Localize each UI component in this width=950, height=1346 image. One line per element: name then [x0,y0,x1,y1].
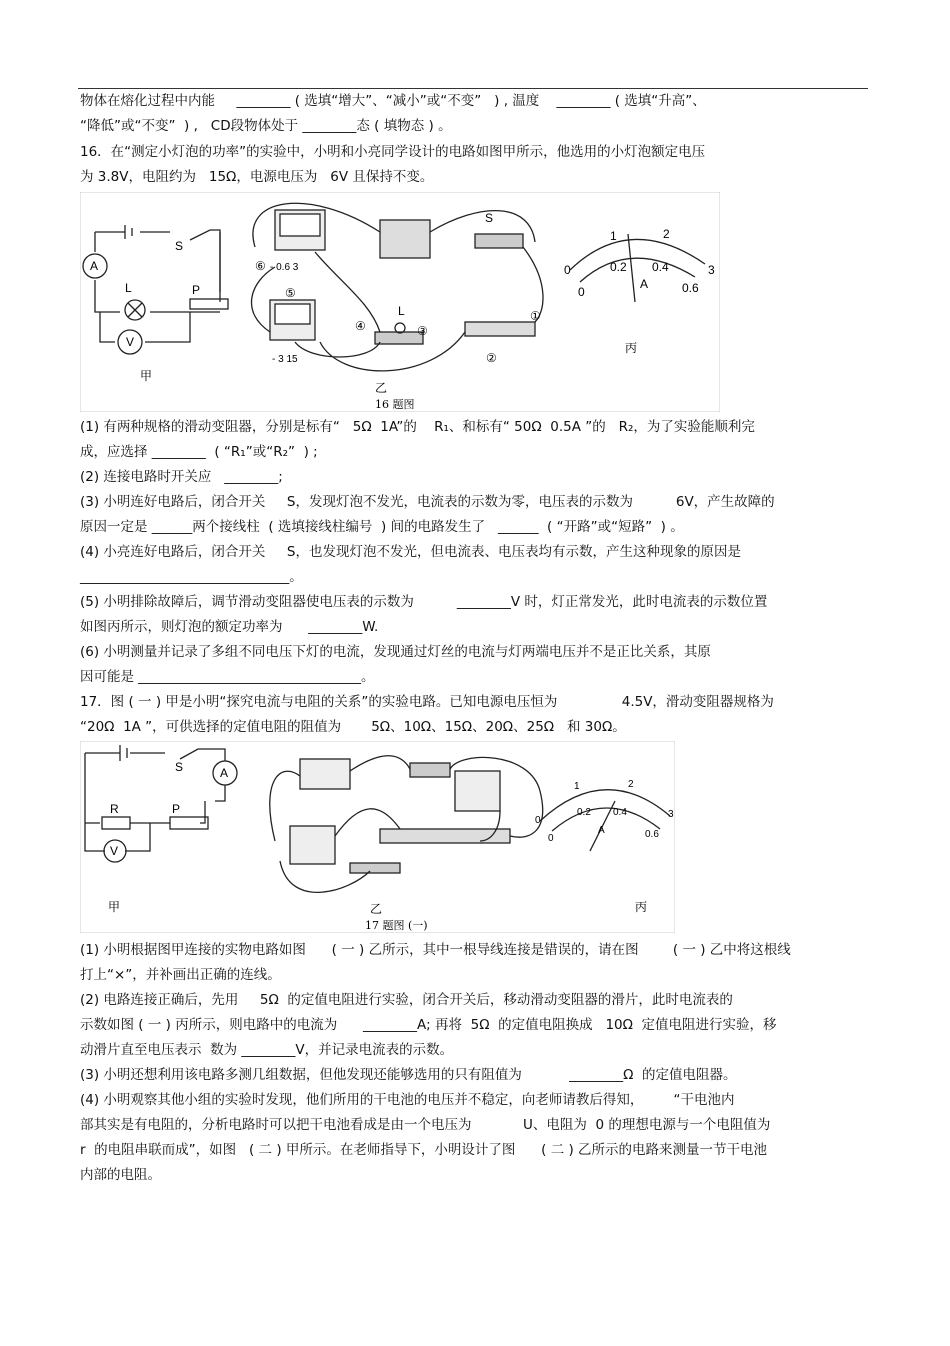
fig16-switch-S: S [485,211,494,225]
text-line: (4) 小明观察其他小组的实验时发现，他们所用的干电池的电压并不稳定，向老师请教后得知， “干电池内 [80,1092,735,1108]
fig17-label-A: A [220,766,229,780]
terminal-4: ④ [355,319,366,333]
fig17-label-yi: 乙 [370,902,383,916]
text-line: “降低”或“不变” ) , CD段物体处于 ________态 ( 填物态 ) 。 [80,118,452,134]
text-line: (1) 小明根据图甲连接的实物电路如图 ( 一 ) 乙所示，其中一根导线连接是错误的，请在图 ( 一 ) 乙中将这根线 [80,942,791,958]
dial17-top-0: 0 [535,815,541,826]
text-line: 示数如图 ( 一 ) 丙所示，则电路中的电流为 ________A; 再将 5Ω 的定值电阻换成 10Ω 定值电阻进行实验，移 [80,1017,777,1033]
text-line: (6) 小明测量并记录了多组不同电压下灯的电流，发现通过灯丝的电流与灯两端电压并不是正比关系，其原 [80,644,711,660]
text-line: (2) 连接电路时开关应 ________; [80,469,283,485]
text-line: 打上“×”，并补画出正确的连线。 [80,967,281,983]
terminal-5: ⑤ [285,286,296,300]
fig17-label-bing: 丙 [635,900,648,914]
fig17-label-S: S [175,760,184,774]
text-line: 成，应选择 ________ ( “R₁”或“R₂” ) ; [80,444,318,460]
header-rule [78,88,868,89]
text-line: 动滑片直至电压表示 数为 ________V，并记录电流表的示数。 [80,1042,454,1058]
text-line: _______________________________。 [80,569,303,585]
text-line: 如图丙所示，则灯泡的额定功率为 ________W. [80,619,379,635]
text-line: (2) 电路连接正确后，先用 5Ω 的定值电阻进行实验，闭合开关后，移动滑动变阻器的滑片，此时电流表的 [80,992,733,1008]
text-line: (3) 小明还想利用该电路多测几组数据，但他发现还能够选用的只有阻值为 ________Ω 的定值电阻器。 [80,1067,737,1083]
fig17-caption: 17 题图 (一) [365,919,428,932]
dial-top-1: 1 [610,229,617,243]
figure-16 [80,192,720,412]
voltmeter-terminal-marks: - 3 15 [272,354,298,365]
fig16-label-S: S [175,239,184,253]
dial-bottom-1: 0.2 [610,260,627,274]
fig17-label-V: V [110,844,119,858]
text-line: “20Ω 1A ”，可供选择的定值电阻的阻值为 5Ω、10Ω、15Ω、20Ω、25Ω 和 30Ω。 [80,719,626,735]
text-line: (3) 小明连好电路后，闭合开关 S，发现灯泡不发光，电流表的示数为零，电压表的示数为 6V，产生故障的 [80,494,775,510]
fig16-label-jia: 甲 [140,369,153,383]
question-17-line: 17．图 ( 一 ) 甲是小明“探究电流与电阻的关系”的实验电路。已知电源电压恒为 4.5V，滑动变阻器规格为 [80,694,774,710]
fig17-label-jia: 甲 [108,900,121,914]
figure-17 [80,741,675,933]
fig16-lamp-L: L [398,304,405,318]
fig17-label-R: R [110,802,119,816]
fig16-label-yi: 乙 [375,381,388,395]
text-line: 因可能是 _________________________________。 [80,669,375,685]
fig16-label-L: L [125,281,132,295]
text-line: r 的电阻串联而成”，如图 ( 二 ) 甲所示。在老师指导下，小明设计了图 ( 二 ) 乙所示的电路来测量一节干电池 [80,1142,768,1158]
dial-top-2: 2 [663,227,670,241]
fig17-label-P: P [172,802,181,816]
terminal-6: ⑥ [255,259,266,273]
dial17-bottom-3: 0.6 [645,829,659,840]
dial-bottom-0: 0 [578,285,585,299]
dial17-top-1: 1 [574,781,580,792]
dial17-top-2: 2 [628,779,634,790]
terminal-2: ② [486,351,497,365]
text-line: (5) 小明排除故障后，调节滑动变阻器使电压表的示数为 ________V 时，灯正常发光，此时电流表的示数位置 [80,594,768,610]
dial-top-3: 3 [708,263,715,277]
dial17-bottom-1: 0.2 [577,807,591,818]
text-line: 为 3.8V，电阻约为 15Ω，电源电压为 6V 且保持不变。 [80,169,434,185]
question-16-line: 16．在“测定小灯泡的功率”的实验中，小明和小亮同学设计的电路如图甲所示，他选用的小灯泡额定电压 [80,144,706,160]
dial17-bottom-2: 0.4 [613,807,627,818]
fig16-label-bing: 丙 [625,341,638,355]
dial-unit: A [640,277,649,291]
text-line: (1) 有两种规格的滑动变阻器，分别是标有“ 5Ω 1A”的 R₁、和标有“ 50Ω 0.5A ”的 R₂，为了实验能顺利完 [80,419,755,435]
fig16-caption: 16 题图 [375,398,415,411]
text-line: 原因一定是 ______两个接线柱 ( 选填接线柱编号 ) 间的电路发生了 ______ ( “开路”或“短路” ) 。 [80,519,684,535]
fig16-label-V: V [126,335,135,349]
dial17-unit: A [598,825,605,836]
dial17-bottom-0: 0 [548,833,554,844]
dial17-top-3: 3 [668,809,674,820]
text-line: 内部的电阻。 [80,1167,161,1183]
text-line: 物体在熔化过程中内能 ________ ( 选填“增大”、“减小”或“不变” ) , 温度 ________ ( 选填“升高”、 [80,93,706,109]
dial-bottom-3: 0.6 [682,281,699,295]
dial-top-0: 0 [564,263,571,277]
dial-bottom-2: 0.4 [652,260,669,274]
ammeter-terminal-marks: - 0.6 3 [270,262,299,273]
text-line: (4) 小亮连好电路后，闭合开关 S，也发现灯泡不发光，但电流表、电压表均有示数，产生这种现象的原因是 [80,544,741,560]
fig16-label-A: A [90,259,99,273]
fig16-label-P: P [192,283,201,297]
text-line: 部其实是有电阻的，分析电路时可以把干电池看成是由一个电压为 U、电阻为 0 的理想电源与一个电阻值为 [80,1117,771,1133]
terminal-1: ① [530,309,541,323]
terminal-3: ③ [417,324,428,338]
